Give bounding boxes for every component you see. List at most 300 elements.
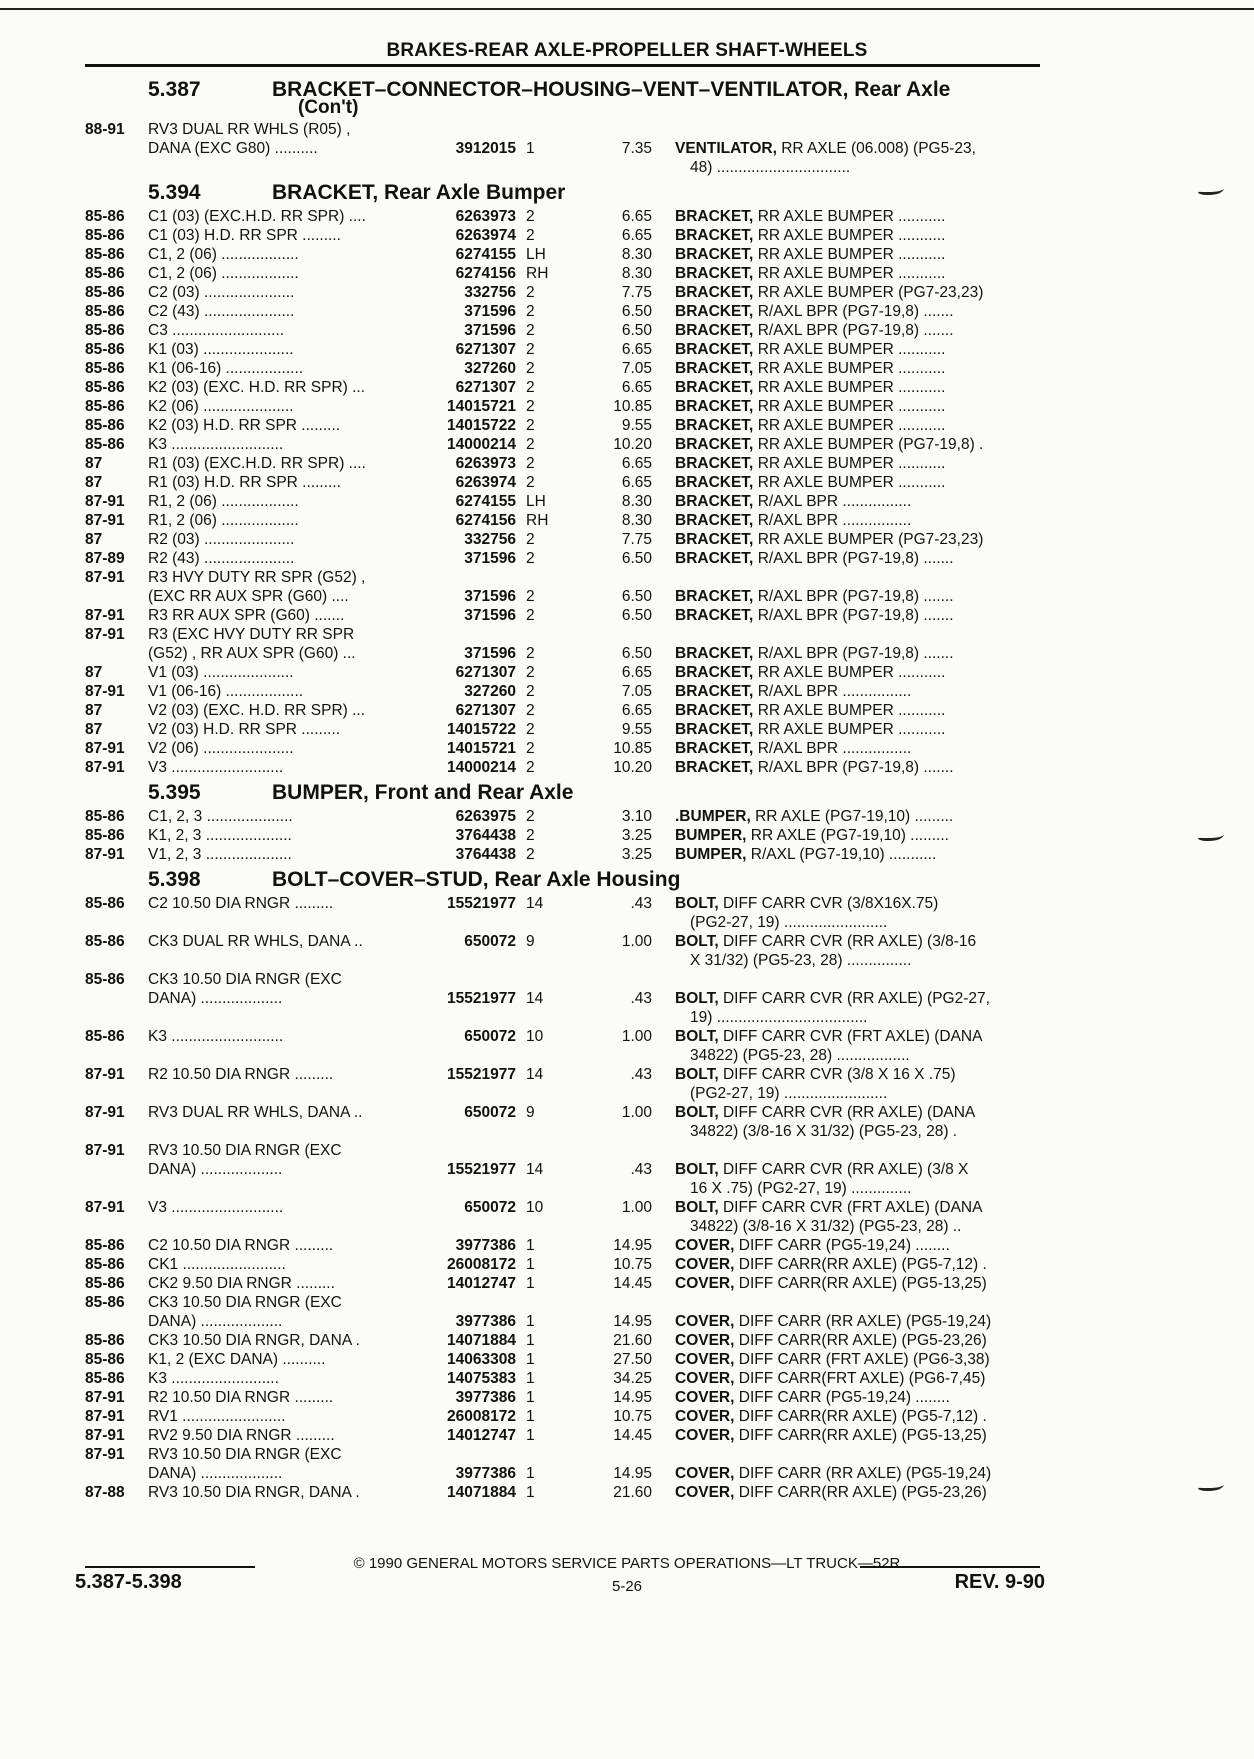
- part-noun: BRACKET,: [675, 322, 754, 339]
- part-number: 14012747: [447, 1275, 516, 1292]
- part-row: [0, 511, 1254, 530]
- model-years: 87: [85, 474, 103, 491]
- model-years: 85-86: [85, 417, 125, 434]
- section-number: 5.395: [148, 781, 201, 804]
- part-name: [690, 1122, 1055, 1141]
- part-number: 14015722: [447, 417, 516, 434]
- part-number: 3977386: [455, 1313, 516, 1330]
- price: 7.75: [621, 531, 652, 548]
- part-row: [0, 321, 1254, 340]
- part-number: 332756: [464, 531, 516, 548]
- price: 34.25: [613, 1370, 652, 1387]
- quantity: 1: [526, 1351, 535, 1368]
- application-description: RV3 DUAL RR WHLS, DANA ..: [148, 1104, 363, 1121]
- part-detail: RR AXLE BUMPER ...........: [757, 702, 946, 719]
- model-years: 87-88: [85, 1484, 125, 1501]
- part-detail: DIFF CARR (RR AXLE) (PG5-19,24): [738, 1465, 992, 1482]
- price: 7.35: [621, 140, 652, 157]
- section-header: [0, 781, 1254, 807]
- part-number: 14012747: [447, 1427, 516, 1444]
- model-years: 87: [85, 531, 103, 548]
- application-description: C1, 2 (06) ..................: [148, 265, 299, 282]
- model-years: 87: [85, 664, 103, 681]
- part-number: 3977386: [455, 1389, 516, 1406]
- application-description: CK3 10.50 DIA RNGR (EXC: [148, 971, 342, 988]
- part-name: [675, 845, 1040, 864]
- part-detail: R/AXL BPR (PG7-19,8) .......: [757, 322, 954, 339]
- part-name: [675, 644, 1040, 663]
- application-description: R1, 2 (06) ..................: [148, 493, 299, 510]
- part-detail: DIFF CARR(RR AXLE) (PG5-13,25): [738, 1427, 987, 1444]
- section-number: 5.394: [148, 181, 201, 204]
- section-number: 5.387: [148, 78, 201, 101]
- part-row: [0, 682, 1254, 701]
- part-noun: BRACKET,: [675, 208, 754, 225]
- application-description: RV1 ........................: [148, 1408, 286, 1425]
- part-name: [675, 1388, 1040, 1407]
- part-row-continuation: [0, 158, 1254, 177]
- quantity: 2: [526, 664, 535, 681]
- model-years: 88-91: [85, 121, 125, 138]
- part-detail: DIFF CARR(RR AXLE) (PG5-13,25): [738, 1275, 987, 1292]
- part-row: [0, 245, 1254, 264]
- part-name: [675, 435, 1040, 454]
- price: 6.50: [621, 303, 652, 320]
- price: 10.85: [613, 740, 652, 757]
- part-noun: BRACKET,: [675, 512, 754, 529]
- part-row: [0, 663, 1254, 682]
- part-row: [0, 1255, 1254, 1274]
- part-row: [0, 264, 1254, 283]
- application-description: K2 (06) .....................: [148, 398, 294, 415]
- part-name: [690, 1179, 1055, 1198]
- quantity: 2: [526, 645, 535, 662]
- quantity: LH: [526, 493, 546, 510]
- part-noun: BRACKET,: [675, 474, 754, 491]
- application-description: C3 ..........................: [148, 322, 285, 339]
- part-noun: COVER,: [675, 1256, 735, 1273]
- running-head: BRAKES-REAR AXLE-PROPELLER SHAFT-WHEELS: [386, 40, 868, 61]
- quantity: 2: [526, 341, 535, 358]
- application-description: C2 (03) .....................: [148, 284, 295, 301]
- part-number: 371596: [464, 303, 516, 320]
- price: 6.50: [621, 322, 652, 339]
- quantity: 2: [526, 379, 535, 396]
- price: 6.65: [621, 664, 652, 681]
- part-row: [0, 378, 1254, 397]
- quantity: 1: [526, 1389, 535, 1406]
- price: 9.55: [621, 721, 652, 738]
- part-number: 6274156: [455, 512, 516, 529]
- part-row: [0, 397, 1254, 416]
- part-row-continuation: [0, 1046, 1254, 1065]
- part-noun: COVER,: [675, 1427, 735, 1444]
- part-number: 15521977: [447, 895, 516, 912]
- part-name: [675, 1331, 1040, 1350]
- part-row: [0, 359, 1254, 378]
- price: 6.50: [621, 645, 652, 662]
- price: 10.75: [613, 1408, 652, 1425]
- price: 10.75: [613, 1256, 652, 1273]
- part-row: [0, 644, 1254, 663]
- part-row: [0, 454, 1254, 473]
- application-description: V3 ..........................: [148, 1199, 284, 1216]
- application-description: CK3 10.50 DIA RNGR, DANA .: [148, 1332, 360, 1349]
- part-name: [675, 587, 1040, 606]
- part-number: 6263974: [455, 227, 516, 244]
- part-name: [675, 302, 1040, 321]
- part-noun: VENTILATOR,: [675, 140, 777, 157]
- part-number: 3912015: [455, 140, 516, 157]
- price: 14.45: [613, 1275, 652, 1292]
- part-row: [0, 1065, 1254, 1084]
- part-detail: RR AXLE BUMPER ...........: [757, 455, 946, 472]
- application-description: K1 (03) .....................: [148, 341, 294, 358]
- part-row: [0, 1350, 1254, 1369]
- part-noun: BRACKET,: [675, 455, 754, 472]
- quantity: 2: [526, 208, 535, 225]
- part-name: [675, 1483, 1040, 1502]
- application-description: R1, 2 (06) ..................: [148, 512, 299, 529]
- part-name: [675, 932, 1040, 951]
- part-row: [0, 226, 1254, 245]
- part-detail: 16 X .75) (PG2-27, 19) ..............: [690, 1180, 912, 1197]
- part-detail: 34822) (3/8-16 X 31/32) (PG5-23, 28) .: [690, 1123, 958, 1140]
- price: 14.45: [613, 1427, 652, 1444]
- part-name: [675, 454, 1040, 473]
- quantity: LH: [526, 246, 546, 263]
- part-noun: BOLT,: [675, 895, 719, 912]
- part-number: 3764438: [455, 846, 516, 863]
- quantity: 1: [526, 1484, 535, 1501]
- part-row: [0, 739, 1254, 758]
- price: 8.30: [621, 265, 652, 282]
- application-description: DANA) ...................: [148, 1161, 283, 1178]
- part-detail: DIFF CARR (PG5-19,24) ........: [738, 1237, 950, 1254]
- part-detail: (PG2-27, 19) ........................: [690, 914, 888, 931]
- model-years: 85-86: [85, 1256, 125, 1273]
- part-detail: DIFF CARR CVR (FRT AXLE) (DANA: [722, 1199, 983, 1216]
- part-number: 14071884: [447, 1484, 516, 1501]
- model-years: 85-86: [85, 436, 125, 453]
- price: 6.50: [621, 607, 652, 624]
- application-description: CK3 10.50 DIA RNGR (EXC: [148, 1294, 342, 1311]
- part-row: [0, 283, 1254, 302]
- part-detail: RR AXLE BUMPER (PG7-23,23): [757, 531, 984, 548]
- price: 14.95: [613, 1389, 652, 1406]
- price: 6.65: [621, 208, 652, 225]
- application-description: DANA (EXC G80) ..........: [148, 140, 318, 157]
- part-number: 26008172: [447, 1408, 516, 1425]
- part-noun: .BUMPER,: [675, 808, 751, 825]
- price: .43: [630, 895, 652, 912]
- model-years: 87-91: [85, 740, 125, 757]
- part-detail: RR AXLE BUMPER ...........: [757, 360, 946, 377]
- application-description: RV3 10.50 DIA RNGR (EXC: [148, 1446, 342, 1463]
- part-number: 6274156: [455, 265, 516, 282]
- part-name: [675, 606, 1040, 625]
- part-name: [675, 1350, 1040, 1369]
- part-row: [0, 606, 1254, 625]
- price: 27.50: [613, 1351, 652, 1368]
- part-noun: BRACKET,: [675, 683, 754, 700]
- quantity: 2: [526, 284, 535, 301]
- part-number: 650072: [464, 1199, 516, 1216]
- part-number: 3977386: [455, 1465, 516, 1482]
- part-number: 6274155: [455, 246, 516, 263]
- part-noun: BOLT,: [675, 1161, 719, 1178]
- part-number: 6263975: [455, 808, 516, 825]
- part-noun: BRACKET,: [675, 417, 754, 434]
- part-number: 14015721: [447, 740, 516, 757]
- part-noun: COVER,: [675, 1275, 735, 1292]
- part-name: [690, 1008, 1055, 1027]
- part-name: [675, 1027, 1040, 1046]
- model-years: 87-89: [85, 550, 125, 567]
- part-noun: BRACKET,: [675, 664, 754, 681]
- price: .43: [630, 1066, 652, 1083]
- part-name: [675, 1236, 1040, 1255]
- part-noun: BRACKET,: [675, 702, 754, 719]
- section-title: BUMPER, Front and Rear Axle: [272, 781, 574, 804]
- price: 1.00: [621, 1104, 652, 1121]
- part-detail: R/AXL BPR (PG7-19,8) .......: [757, 550, 954, 567]
- part-detail: RR AXLE (PG7-19,10) .........: [755, 808, 954, 825]
- part-detail: RR AXLE BUMPER ...........: [757, 721, 946, 738]
- part-row: [0, 1312, 1254, 1331]
- part-number: 6271307: [455, 702, 516, 719]
- application-description: V2 (03) (EXC. H.D. RR SPR) ...: [148, 702, 366, 719]
- part-row: [0, 932, 1254, 951]
- part-number: 650072: [464, 933, 516, 950]
- part-detail: 34822) (3/8-16 X 31/32) (PG5-23, 28) ..: [690, 1218, 962, 1235]
- model-years: 85-86: [85, 246, 125, 263]
- part-name: [675, 549, 1040, 568]
- part-noun: COVER,: [675, 1351, 735, 1368]
- part-number: 14015722: [447, 721, 516, 738]
- part-detail: RR AXLE BUMPER ...........: [757, 474, 946, 491]
- application-description: DANA) ...................: [148, 990, 283, 1007]
- part-noun: BRACKET,: [675, 531, 754, 548]
- part-name: [675, 1407, 1040, 1426]
- part-number: 3764438: [455, 827, 516, 844]
- application-description: C2 10.50 DIA RNGR .........: [148, 895, 334, 912]
- part-name: [675, 682, 1040, 701]
- price: 7.05: [621, 360, 652, 377]
- application-description: K1, 2 (EXC DANA) ..........: [148, 1351, 326, 1368]
- part-number: 327260: [464, 683, 516, 700]
- price: 10.20: [613, 759, 652, 776]
- model-years: 85-86: [85, 1351, 125, 1368]
- part-detail: DIFF CARR CVR (RR AXLE) (PG2-27,: [722, 990, 990, 1007]
- part-detail: DIFF CARR CVR (RR AXLE) (3/8-16: [722, 933, 977, 950]
- application-description: R2 10.50 DIA RNGR .........: [148, 1066, 334, 1083]
- part-noun: COVER,: [675, 1332, 735, 1349]
- part-detail: (PG2-27, 19) ........................: [690, 1085, 888, 1102]
- part-row: [0, 720, 1254, 739]
- part-row: [0, 473, 1254, 492]
- quantity: 2: [526, 417, 535, 434]
- quantity: 2: [526, 808, 535, 825]
- part-row: [0, 1464, 1254, 1483]
- part-name: [675, 283, 1040, 302]
- application-description: C1 (03) H.D. RR SPR .........: [148, 227, 341, 244]
- model-years: 85-86: [85, 1294, 125, 1311]
- price: 6.65: [621, 341, 652, 358]
- application-description: DANA) ...................: [148, 1465, 283, 1482]
- application-description: RV3 10.50 DIA RNGR, DANA .: [148, 1484, 360, 1501]
- model-years: 85-86: [85, 379, 125, 396]
- price: 3.25: [621, 846, 652, 863]
- quantity: 1: [526, 1275, 535, 1292]
- part-name: [675, 530, 1040, 549]
- model-years: 85-86: [85, 208, 125, 225]
- part-name: [675, 397, 1040, 416]
- part-row-continuation: [0, 1122, 1254, 1141]
- quantity: 14: [526, 895, 544, 912]
- application-description: K3 ..........................: [148, 436, 284, 453]
- part-detail: DIFF CARR (RR AXLE) (PG5-19,24): [738, 1313, 992, 1330]
- part-number: 650072: [464, 1104, 516, 1121]
- part-name: [675, 492, 1040, 511]
- model-years: 85-86: [85, 1275, 125, 1292]
- quantity: 2: [526, 531, 535, 548]
- application-description: R1 (03) (EXC.H.D. RR SPR) ....: [148, 455, 366, 472]
- application-description: R3 (EXC HVY DUTY RR SPR: [148, 626, 355, 643]
- part-number: 6271307: [455, 379, 516, 396]
- model-years: 85-86: [85, 303, 125, 320]
- part-noun: BOLT,: [675, 933, 719, 950]
- price: 6.65: [621, 455, 652, 472]
- application-description: C2 10.50 DIA RNGR .........: [148, 1237, 334, 1254]
- part-row: [0, 139, 1254, 158]
- part-row: [0, 1483, 1254, 1502]
- quantity: 2: [526, 683, 535, 700]
- part-detail: RR AXLE BUMPER ...........: [757, 664, 946, 681]
- part-noun: BRACKET,: [675, 303, 754, 320]
- part-noun: COVER,: [675, 1313, 735, 1330]
- part-detail: RR AXLE BUMPER ...........: [757, 227, 946, 244]
- part-detail: R/AXL BPR (PG7-19,8) .......: [757, 303, 954, 320]
- part-noun: BUMPER,: [675, 846, 747, 863]
- part-number: 14015721: [447, 398, 516, 415]
- part-name: [675, 663, 1040, 682]
- application-description: DANA) ...................: [148, 1313, 283, 1330]
- part-row: [0, 625, 1254, 644]
- part-row: [0, 826, 1254, 845]
- application-description: CK3 DUAL RR WHLS, DANA ..: [148, 933, 363, 950]
- model-years: 87-91: [85, 1408, 125, 1425]
- part-noun: BRACKET,: [675, 740, 754, 757]
- part-name: [675, 894, 1040, 913]
- part-name: [675, 720, 1040, 739]
- model-years: 85-86: [85, 284, 125, 301]
- model-years: 87-91: [85, 1427, 125, 1444]
- part-name: [675, 321, 1040, 340]
- model-years: 87-91: [85, 1389, 125, 1406]
- application-description: R2 10.50 DIA RNGR .........: [148, 1389, 334, 1406]
- part-name: [675, 473, 1040, 492]
- quantity: 1: [526, 1256, 535, 1273]
- part-row: [0, 530, 1254, 549]
- section-title: BRACKET, Rear Axle Bumper: [272, 181, 566, 204]
- part-row: [0, 845, 1254, 864]
- part-noun: BRACKET,: [675, 265, 754, 282]
- part-name: [675, 1103, 1040, 1122]
- model-years: 85-86: [85, 322, 125, 339]
- part-detail: RR AXLE BUMPER (PG7-19,8) .: [757, 436, 984, 453]
- model-years: 85-86: [85, 1332, 125, 1349]
- part-detail: RR AXLE BUMPER ...........: [757, 417, 946, 434]
- part-number: 14075383: [447, 1370, 516, 1387]
- part-name: [675, 378, 1040, 397]
- part-number: 332756: [464, 284, 516, 301]
- model-years: 85-86: [85, 1370, 125, 1387]
- part-row: [0, 1274, 1254, 1293]
- footer-section-range: 5.387-5.398: [75, 1571, 182, 1593]
- price: 21.60: [613, 1332, 652, 1349]
- quantity: 2: [526, 740, 535, 757]
- part-detail: RR AXLE (06.008) (PG5-23,: [781, 140, 976, 157]
- application-description: R3 RR AUX SPR (G60) .......: [148, 607, 345, 624]
- part-number: 15521977: [447, 1161, 516, 1178]
- section-number: 5.398: [148, 868, 201, 891]
- application-description: K1 (06-16) ..................: [148, 360, 304, 377]
- part-detail: RR AXLE BUMPER ...........: [757, 246, 946, 263]
- part-detail: R/AXL BPR ................: [757, 493, 912, 510]
- part-number: 371596: [464, 607, 516, 624]
- quantity: 1: [526, 1408, 535, 1425]
- price: 6.65: [621, 227, 652, 244]
- part-name: [675, 1160, 1040, 1179]
- part-detail: 34822) (PG5-23, 28) .................: [690, 1047, 910, 1064]
- model-years: 85-86: [85, 808, 125, 825]
- part-name: [675, 1255, 1040, 1274]
- model-years: 87-91: [85, 607, 125, 624]
- part-number: 6271307: [455, 341, 516, 358]
- quantity: 14: [526, 1066, 544, 1083]
- quantity: 2: [526, 398, 535, 415]
- part-name: [675, 340, 1040, 359]
- part-noun: BOLT,: [675, 1199, 719, 1216]
- part-name: [690, 158, 1055, 177]
- part-noun: COVER,: [675, 1465, 735, 1482]
- footer-revision: REV. 9-90: [954, 1571, 1045, 1593]
- model-years: 87: [85, 455, 103, 472]
- quantity: 1: [526, 1427, 535, 1444]
- part-number: 14071884: [447, 1332, 516, 1349]
- part-number: 6274155: [455, 493, 516, 510]
- quantity: 2: [526, 436, 535, 453]
- section-header: [0, 181, 1254, 207]
- part-row: [0, 1369, 1254, 1388]
- part-detail: DIFF CARR(RR AXLE) (PG5-23,26): [738, 1484, 987, 1501]
- part-name: [675, 739, 1040, 758]
- application-description: RV2 9.50 DIA RNGR .........: [148, 1427, 335, 1444]
- quantity: RH: [526, 512, 549, 529]
- part-detail: DIFF CARR(RR AXLE) (PG5-23,26): [738, 1332, 987, 1349]
- part-noun: BRACKET,: [675, 550, 754, 567]
- part-detail: RR AXLE BUMPER ...........: [757, 208, 946, 225]
- part-row: [0, 1141, 1254, 1160]
- price: 6.65: [621, 474, 652, 491]
- part-row: [0, 568, 1254, 587]
- price: 3.25: [621, 827, 652, 844]
- application-description: V1, 2, 3 ....................: [148, 846, 292, 863]
- part-detail: DIFF CARR(RR AXLE) (PG5-7,12) .: [738, 1408, 987, 1425]
- part-number: 371596: [464, 322, 516, 339]
- part-number: 15521977: [447, 990, 516, 1007]
